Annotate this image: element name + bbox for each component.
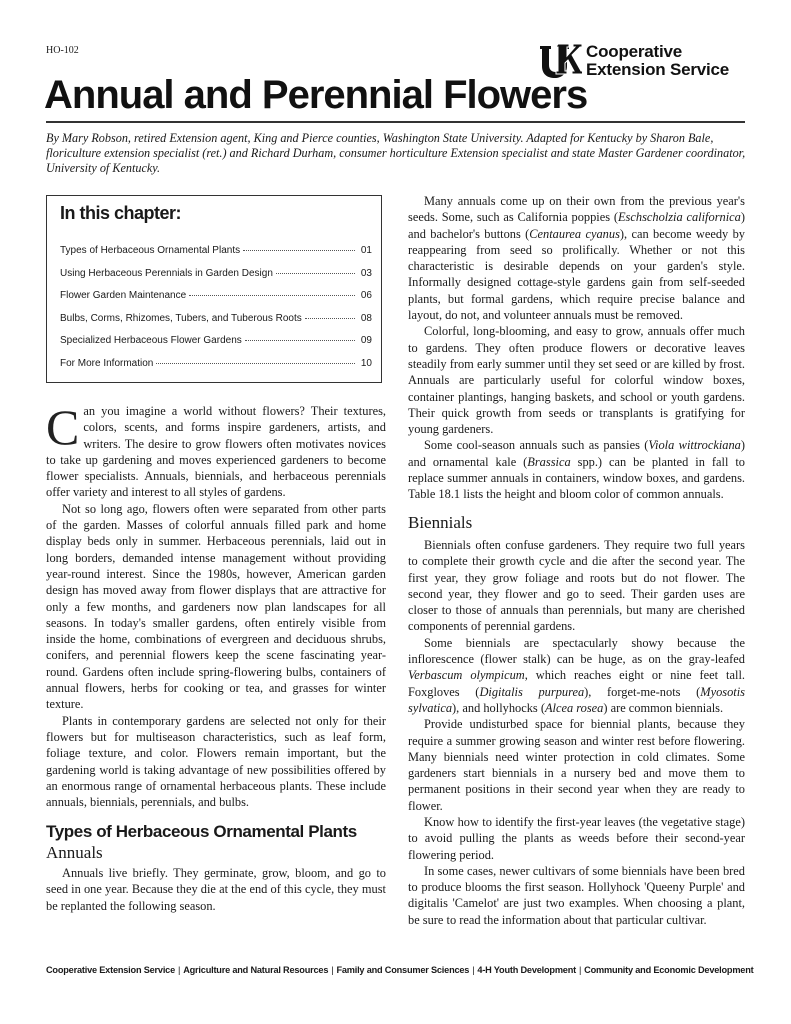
species-name: Eschscholzia californica <box>617 210 741 225</box>
toc-leader <box>243 250 355 251</box>
body-paragraph <box>408 635 745 716</box>
toc-item-label: Flower Garden Maintenance <box>60 290 187 301</box>
section-heading: Types of Herbaceous Ornamental Plants <box>46 822 357 842</box>
intro-paragraph <box>46 399 386 501</box>
text-run: ) and bachelor's buttons ( <box>408 210 745 241</box>
species-name: Digitalis purpurea <box>479 684 585 699</box>
toc-item[interactable] <box>60 268 372 291</box>
subsection-heading-biennials: Biennials <box>408 512 473 532</box>
species-name: Brassica <box>527 454 571 469</box>
document-code: HO-102 <box>46 45 79 56</box>
org-name-line1: Cooperative <box>586 42 683 61</box>
species-name: Myosotis sylvatica <box>408 684 746 715</box>
footer-separator: | <box>178 965 181 975</box>
text-run: , which reaches eight or nine feet tall. Foxgloves ( <box>408 668 745 699</box>
toc-item-label: Specialized Herbaceous Flower Gardens <box>60 335 242 346</box>
author-byline: By Mary Robson, retired Extension agent, King and Pierce counties, Washington State University. Adapted for Kentucky by Sharon Bale, floriculture extension specialist (ret.) and Richard Durham, consumer horticulture Extension specialist and state Master Gardener coordinator, University of Kentucky. <box>46 131 746 175</box>
footer-separator: | <box>578 965 582 975</box>
toc-item[interactable] <box>60 245 372 268</box>
toc-leader <box>156 363 355 364</box>
text-run: ), forget-me-nots ( <box>584 684 701 699</box>
body-paragraph: Colorful, long-blooming, and easy to grow, annuals offer much to gardens. They often produce flowers or decorative leaves steadily from early summer until they set seed or are killed by frost. Annuals are particularly useful for colorful window boxes, container plantings, hanging baskets, and school or youth gardens. Their quick growth from seeds or transplants is gratifying for young gardeners. <box>408 324 745 437</box>
body-paragraph: Biennials often confuse gardeners. They require two full years to complete their growth cycle and die after the second year. The first year, they grow foliage and roots but do not flower. The second year, they flower and go to seed. Their garden uses are closer to those of annuals than perennials, but many are cherished components of perennial gardens. <box>408 537 745 634</box>
toc-list <box>60 245 372 380</box>
subsection-heading-annuals: Annuals <box>46 842 103 862</box>
footer-separator: | <box>331 965 334 975</box>
org-name <box>586 43 729 79</box>
toc-item-label: For More Information <box>60 357 154 369</box>
chapter-contents-box <box>46 195 382 383</box>
toc-item-page: 10 <box>360 357 372 369</box>
toc-heading: In this chapter: <box>60 203 182 223</box>
program-footer <box>46 965 754 975</box>
toc-leader <box>305 318 355 319</box>
drop-cap: C <box>46 399 80 455</box>
title-divider <box>46 121 745 123</box>
toc-item[interactable] <box>60 313 372 336</box>
text-run: Some cool-season annuals such as pansies ( <box>424 438 649 453</box>
text-run: ) and ornamental kale ( <box>408 438 745 469</box>
footer-item: Agriculture and Natural Resources <box>183 965 329 975</box>
species-name: Viola wittrockiana <box>648 438 741 453</box>
toc-leader <box>245 340 355 341</box>
text-run: Many annuals come up on their own from the previous year's seeds. Some, such as California poppies ( <box>408 194 745 225</box>
species-name: Verbascum olympicum <box>408 668 525 683</box>
toc-item[interactable] <box>60 290 372 313</box>
intro-text: an you imagine a world without flowers? Their textures, colors, scents, and forms inspire gardeners, artists, and writers. The desire to grow flowers often motivates novices to take up gardening and moves experienced gardeners to become flower specialists. Annuals, biennials, and herbaceous perennials offer variety and interest to all styles of gardens. <box>46 404 386 500</box>
species-name: Centaurea cyanus <box>529 226 620 241</box>
body-paragraph <box>408 437 745 502</box>
footer-item: Cooperative Extension Service <box>46 965 176 975</box>
toc-item-page: 09 <box>360 335 372 346</box>
body-paragraph: In some cases, newer cultivars of some biennials have been bred to produce blooms the first season. Hollyhock 'Queeny Purple' and digitalis 'Camelot' are just two examples. When choosing a plant, be sure to read the information about that particular cultivar. <box>408 863 745 927</box>
text-run: ), can become weedy by reappearing from seed so prolifically. Whether or not this characteristic is desirable depends on your garden's style. Informally designed cottage-style gardens gain from self-seeded plants, but formal gardens, which require precise balance and layout, do not, and volunteer annuals must be removed. <box>408 226 745 323</box>
toc-item-label: Bulbs, Corms, Rhizomes, Tubers, and Tuberous Roots <box>60 312 302 324</box>
footer-item: Community and Economic Development <box>584 965 754 975</box>
org-name-line2: Extension Service <box>586 60 730 79</box>
toc-item-label: Using Herbaceous Perennials in Garden Design <box>60 267 273 279</box>
text-run: ), and hollyhocks ( <box>452 700 545 715</box>
body-paragraph: Know how to identify the first-year leaves (the vegetative stage) to avoid pulling the plants as weeds before their second-year flowering period. <box>408 814 745 862</box>
toc-item-page: 03 <box>360 267 372 279</box>
body-paragraph <box>408 193 745 323</box>
toc-item-label: Types of Herbaceous Ornamental Plants <box>60 245 241 256</box>
toc-leader <box>189 295 355 296</box>
page-title: Annual and Perennial Flowers <box>44 73 588 117</box>
body-paragraph: Not so long ago, flowers often were separated from other parts of the garden. Masses of colorful annuals filled park and home display beds only in summer. Herbaceous perennials, laid out in long borders, demanded intense management without providing year-round interest. Since the 1980s, however, American garden design has moved away from flower displays that are attractive for only a few months, and gardeners now plan landscapes for all seasons. In today's smaller gardens, often entirely visible from inside the home, combinations of evergreen and deciduous shrubs, conifers, and perennial flowers keep the scene fascinating year-round. Gardens often include spring-flowering bulbs, containers of annual flowers, herbs for cooking or tea, and grasses for winter texture. <box>46 501 386 712</box>
footer-item: Family and Consumer Sciences <box>336 965 470 975</box>
body-paragraph: Plants in contemporary gardens are selected not only for their flowers but for multiseason characteristics, such as leaf form, foliage texture, and color. Flowers remain important, but the gardening world is taking advantage of new possibilities offered by an enormous range of ornamental herbaceous plants. These include annuals, biennials, perennials, and bulbs. <box>46 713 386 810</box>
toc-item[interactable] <box>60 335 372 358</box>
species-name: Alcea rosea <box>544 700 604 715</box>
left-column <box>46 399 386 914</box>
toc-leader <box>276 273 355 274</box>
toc-item-page: 01 <box>360 245 372 256</box>
toc-item[interactable] <box>60 358 372 381</box>
text-run: Some biennials are spectacularly showy because the inflorescence (flower stalk) can be huge, as on the gray-leafed <box>408 635 745 667</box>
body-paragraph: Provide undisturbed space for biennial plants, because they require a summer growing season and winter rest before flowering. Many biennials need winter protection in cold climates. Some gardeners start biennials in a nursery bed and move them to permanent positions in their second year when they are ready to flower. <box>408 717 745 813</box>
footer-item: 4-H Youth Development <box>477 965 576 975</box>
body-paragraph: Annuals live briefly. They germinate, grow, bloom, and go to seed in one year. Because they die at the end of this cycle, they must be replanted the following season. <box>46 866 386 913</box>
right-column <box>408 193 745 928</box>
toc-item-page: 06 <box>360 290 372 301</box>
text-run: spp.) can be planted in fall to replace summer annuals in containers, window boxes, and gardens. Table 18.1 lists the height and bloom color of common annuals. <box>408 454 745 502</box>
footer-separator: | <box>472 965 475 975</box>
text-run: ) are common biennials. <box>603 700 724 715</box>
toc-item-page: 08 <box>360 312 372 324</box>
